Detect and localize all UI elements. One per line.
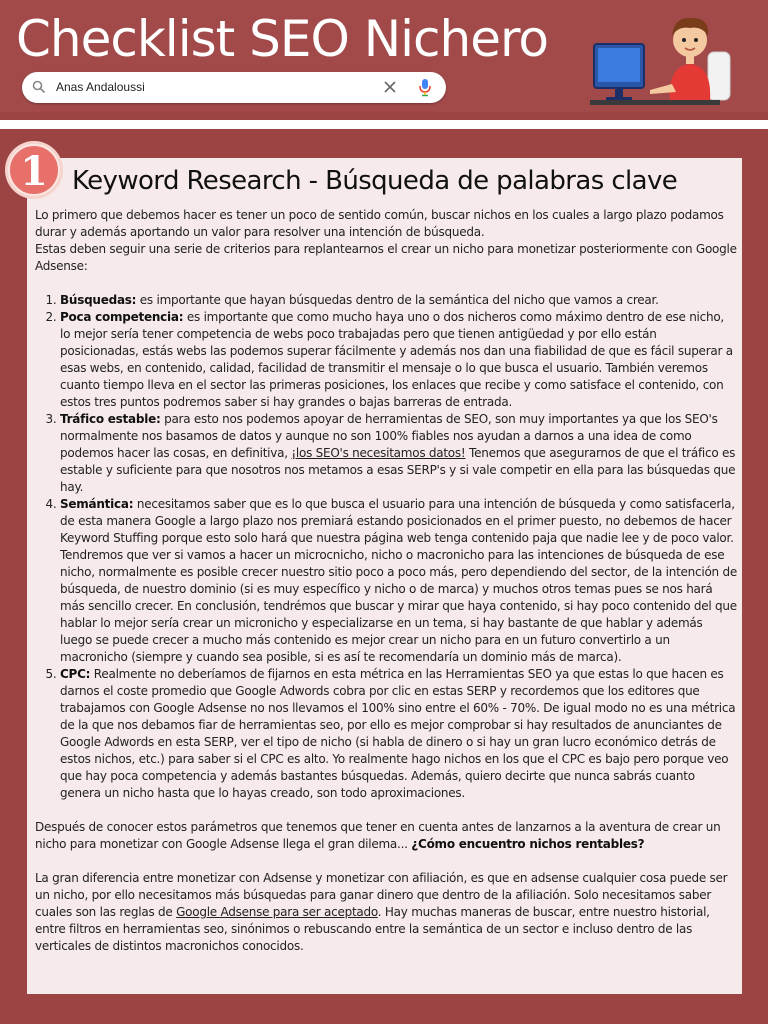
seo-data-link[interactable]: ¡los SEO's necesitamos datos! — [291, 446, 466, 460]
item-text: es importante que como mucho haya uno o dos nicheros como máximo dentro de ese nicho, lo mejor sería tener competencia de webs poco trabajadas pero que tienen antigüedad y por ello están posicionadas, estás webs las podemos superar fácilmente y además nos dan una fiabilidad de que es fácil superar a esas webs, en contenido, calidad, facilidad de transmitir el mensaje o lo que busca el usuario. También veremos cuanto tiempo lleva en el sector las primeras posiciones, los enlaces que recibe y como satisface el contenido, con estos tres puntos podremos saber si hay grandes o bajas barreras de entrada. — [60, 310, 733, 409]
page-title: Checklist SEO Nichero — [16, 10, 549, 68]
item-text: para esto nos podemos apoyar de herramientas de SEO, son muy importantes ya que los SEO's normalmente nos basamos de datos y aunque no son 100% fiables nos ayudan a darnos a una idea de como podemos hacer las cosas, en definitiva, — [60, 412, 718, 460]
after-list-paragraph — [35, 819, 737, 853]
closing-text: La gran diferencia entre monetizar con Adsense y monetizar con afiliación, es que en adsense cualquier cosa puede ser un nicho, por ello necesitamos más búsquedas para ganar dinero que dentro de la afiliación. Solo necesitamos saber cuales son las reglas de — [35, 871, 728, 919]
search-input[interactable]: Anas Andaloussi — [56, 80, 145, 94]
section-body — [35, 207, 737, 955]
list-item — [60, 666, 737, 802]
after-text: Después de conocer estos parámetros que tenemos que tener en cuenta antes de lanzarnos a la aventura de crear un nicho para monetizar con Google Adsense llega el gran dilema... — [35, 820, 721, 851]
item-text: necesitamos saber que es lo que busca el usuario para una intención de búsqueda y como satisfacerla, de esta manera Google a largo plazo nos premiará estando posicionados en el primer puesto, no debemos de hacer Keyword Stuffing porque esto solo hará que nuestra página web tenga contenido paja que nadie lee y de poco valor. Tendremos que ver si vamos a hacer un microcnicho, nicho o macronicho para las intenciones de búsqueda de ese nicho, normalmente es posible crecer nuestro sitio poco a poco más, pero dependiendo del sector, de la intención de búsqueda, de nuestro dominio (si es muy específico y nicho o de marca) y muchos otros temas pues se nos hará más sencillo crecer. En conclusión, tendrémos que buscar y mirar que haya contenido, si hay poco contenido del que hablar lo mejor sería crear un micronicho y especializarse en un tema, si hay bastante de que hablar y además luego se puede crecer a mucho más contenido es mejor crear un nicho para en un futuro convertirlo a un macronicho (siempre y cuando sea posible, si es así te recomendaría un dominio más de marca). — [60, 497, 737, 664]
person-at-computer-illustration — [590, 4, 740, 108]
intro-paragraph-1: Lo primero que debemos hacer es tener un poco de sentido común, buscar nichos en los cuales a largo plazo podamos durar y además aportando un valor para resolver una intención de búsqueda. — [35, 208, 724, 239]
list-item — [60, 309, 737, 411]
criteria-list — [35, 292, 737, 802]
item-text: es importante que hayan búsquedas dentro de la semántica del nicho que vamos a crear. — [136, 293, 659, 307]
section-heading: Keyword Research - Búsqueda de palabras clave — [72, 166, 678, 196]
microphone-icon[interactable] — [418, 78, 432, 97]
white-divider — [0, 120, 768, 129]
adsense-link[interactable]: Google Adsense para ser aceptado — [176, 905, 378, 919]
item-label: CPC: — [60, 667, 91, 681]
item-text: Tenemos que asegurarnos de que el tráfico es estable y suficiente para que nosotros nos metamos a esas SERP's y si vale competir en ella para las búsquedas que hay. — [60, 446, 736, 494]
item-label: Tráfico estable: — [60, 412, 161, 426]
item-label: Semántica: — [60, 497, 134, 511]
intro-paragraph-2: Estas deben seguir una serie de criterios para replantearnos el crear un nicho para monetizar posteriormente con Google Adsense: — [35, 242, 737, 273]
closing-paragraph — [35, 870, 737, 955]
header-banner — [0, 0, 768, 112]
list-item — [60, 496, 737, 666]
closing-text-end: . Hay muchas maneras de buscar, entre nuestro historial, entre filtros en herramientas seo, sinónimos o rebuscando entre la semántica de un sector e incluso dentro de las verticales de distintos macronichos conocidos. — [35, 905, 710, 953]
section-number: 1 — [20, 148, 48, 195]
item-text: Realmente no deberíamos de fijarnos en esta métrica en las Herramientas SEO ya que estas lo que hacen es darnos el coste promedio que Google Adwords cobra por clic en estas SERP y recordemos que los editores que trabajamos con Google Adsense no nos llevamos el 100% sino entre el 60% - 70%. De igual modo no es una métrica de la que nos debamos fiar de herramientas seo, por ello es mejor comprobar si hay resultados de anunciantes de Google Adwords en esta SERP, ver el tipo de nicho (si habla de dinero o si hay un gran lucro económico detrás de estos nichos, etc.) para saber si el CPC es alto. Yo realmente hago nichos en los que el CPC es bajo pero porque veo que hay poca competencia y además bastantes búsquedas. Además, quiero decirte que nunca sabrás cuanto genera un nicho hasta que lo hayas creado, son todo aproximaciones. — [60, 667, 736, 800]
list-item — [60, 411, 737, 496]
number-badge — [4, 140, 64, 200]
search-icon — [32, 80, 46, 94]
list-item — [60, 292, 737, 309]
clear-icon[interactable] — [383, 80, 397, 94]
search-bar[interactable] — [22, 72, 446, 103]
item-label: Búsquedas: — [60, 293, 137, 307]
after-question: ¿Cómo encuentro nichos rentables? — [411, 837, 645, 851]
item-label: Poca competencia: — [60, 310, 184, 324]
